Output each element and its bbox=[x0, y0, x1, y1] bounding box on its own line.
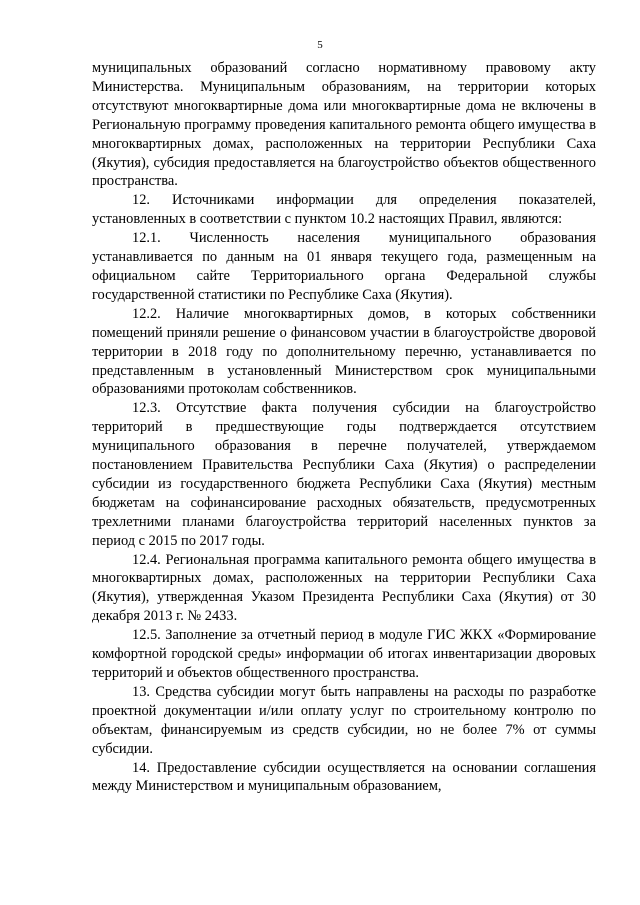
paragraph-12-4: 12.4. Региональная программа капитального ремонта общего имущества в многоквартирных домах, расположенных на территории Республики Саха (Якутия), утвержденная Указом Президента Республики Саха (Якутия) от 30 декабря 2013 г. № 2433. bbox=[92, 551, 596, 625]
paragraph-12-2: 12.2. Наличие многоквартирных домов, в которых собственники помещений приняли решение о финансовом участии в благоустройстве дворовой территории в 2018 году по дополнительному перечню, устанавливается по представленным в установленный Министерством срок муниципальными образованиями протоколам собственников. bbox=[92, 305, 596, 398]
paragraph-continuation: муниципальных образований согласно нормативному правовому акту Министерства. Муниципальным образованиям, на территории которых отсутствуют многоквартирные дома или многоквартирные дома не включены в Региональную программу проведения капитального ремонта общего имущества в многоквартирных домах, расположенных на территории Республики Саха (Якутия), субсидия предоставляется на благоустройство объектов общественного пространства. bbox=[92, 60, 596, 190]
paragraph-14: 14. Предоставление субсидии осуществляется на основании соглашения между Министерством и муниципальным образованием, bbox=[92, 759, 596, 795]
page-number: 5 bbox=[317, 39, 323, 51]
paragraph-13: 13. Средства субсидии могут быть направлены на расходы по разработке проектной документации и/или оплату услуг по строительному контролю по объектам, финансируемым из средств субсидии, но не более 7% от суммы субсидии. bbox=[92, 683, 596, 757]
paragraph-12-3: 12.3. Отсутствие факта получения субсидии на благоустройство территорий в предшествующие годы подтверждается отсутствием муниципального образования в перечне получателей, утверждаемом постановлением Правительства Республики Саха (Якутия) о распределении субсидии из государственного бюджета Республики Саха (Якутия) местным бюджетам на софинансирование расходных обязательств, предусмотренных трехлетними планами благоустройства территорий населенных пунктов за период с 2015 по 2017 годы. bbox=[92, 400, 596, 549]
paragraph-12-5: 12.5. Заполнение за отчетный период в модуле ГИС ЖКХ «Формирование комфортной городской среды» информации об итогах инвентаризации дворовых территорий и объектов общественного пространства. bbox=[92, 627, 596, 681]
paragraph-12-1: 12.1. Численность населения муниципального образования устанавливается по данным на 01 января текущего года, размещенным на официальном сайте Территориального органа Федеральной службы государственной статистики по Республике Саха (Якутия). bbox=[92, 230, 596, 303]
paragraph-12: 12. Источниками информации для определения показателей, установленных в соответствии с пунктом 10.2 настоящих Правил, являются: bbox=[92, 192, 596, 228]
document-body bbox=[92, 59, 596, 796]
